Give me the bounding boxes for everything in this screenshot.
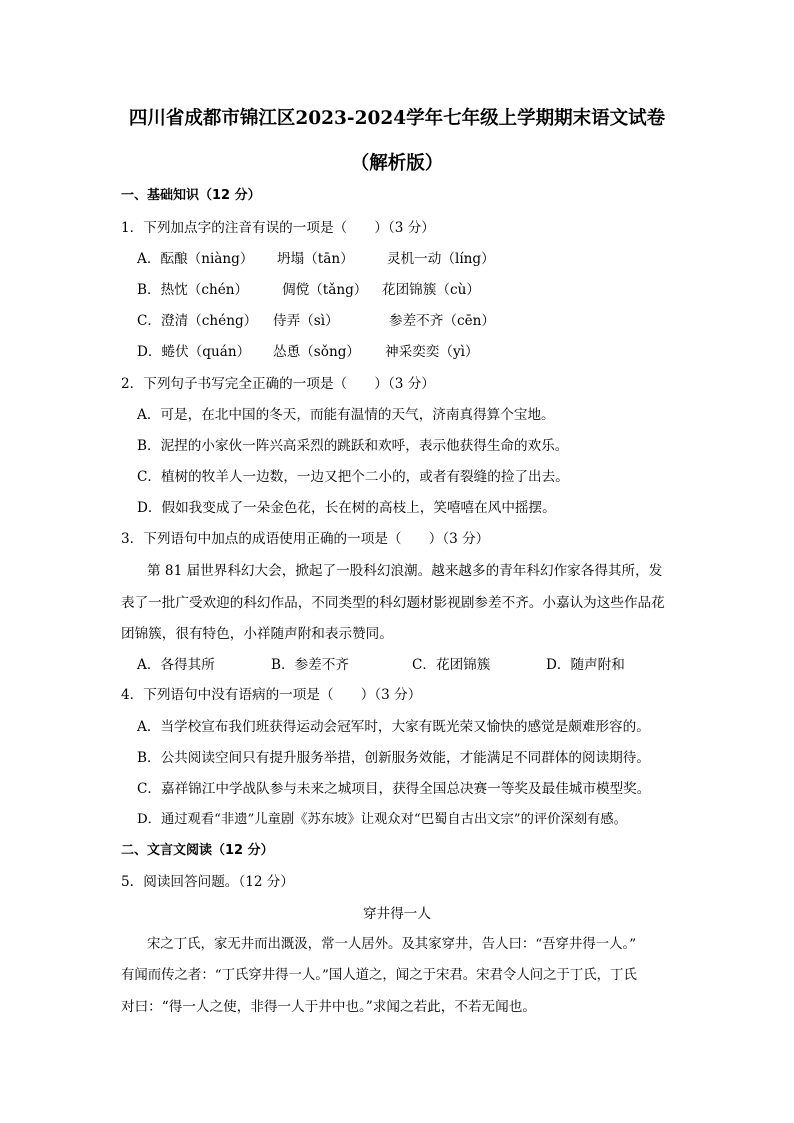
question-4-stem: 4．下列语句中没有语病的一项是（ ）（3 分）: [121, 687, 422, 703]
option-b-item-2: 倜傥（tǎng）: [282, 282, 368, 298]
question-2-option-d: D．假如我变成了一朵金色花，长在树的高枝上，笑嘻嘻在风中摇摆。: [137, 500, 556, 516]
question-4-option-c: C．嘉祥锦江中学战队参与未来之城项目，获得全国总决赛一等奖及最佳城市模型奖。: [137, 781, 651, 797]
question-3-option-c: C．花团锦簇: [412, 657, 491, 673]
question-4-option-b: B．公共阅读空间只有提升服务举措，创新服务效能，才能满足不同群体的阅读期待。: [137, 750, 650, 766]
question-3-option-a: A．各得其所: [137, 657, 215, 673]
question-3-option-b: B．参差不齐: [271, 657, 349, 673]
question-5-stem: 5．阅读回答问题。（12 分）: [121, 874, 294, 890]
document-title: 四川省成都市锦江区2023-2024学年七年级上学期期末语文试卷: [128, 108, 666, 129]
section-heading-classical-reading: 二、文言文阅读（12 分）: [121, 843, 274, 858]
question-3-passage-line-2: 表了一批广受欢迎的科幻作品，不同类型的科幻题材影视剧参差不齐。小嘉认为这些作品花: [121, 595, 665, 611]
question-3-passage-line-1: 第 81 届世界科幻大会，掀起了一股科幻浪潮。越来越多的青年科幻作家各得其所，发: [147, 563, 663, 579]
passage-line-3: 对曰：“得一人之使，非得一人于井中也。”求闻之若此，不若无闻也。: [121, 999, 536, 1015]
option-c-item-2: 侍弄（sì）: [273, 313, 339, 329]
question-4-option-d: D．通过观看“非遗”儿童剧《苏东坡》让观众对“巴蜀自古出文宗”的评价深刻有感。: [137, 812, 627, 827]
option-a-item-2: 坍塌（tān）: [277, 251, 354, 267]
option-c-item-1: C．澄清（chéng）: [137, 313, 258, 329]
option-c-item-3: 参差不齐（cēn）: [389, 313, 495, 329]
question-2-option-c: C．植树的牧羊人一边数，一边又把个二小的，或者有裂缝的捡了出去。: [137, 469, 569, 485]
option-a-item-1: A．酝酿（niàng）: [137, 251, 254, 267]
passage-line-1: 宋之丁氏，家无井而出溉汲，常一人居外。及其家穿井，告人曰：“吾穿井得一人。”: [147, 937, 637, 952]
question-2-option-a: A．可是，在北中国的冬天，而能有温情的天气，济南真得算个宝地。: [137, 407, 555, 423]
question-2-stem: 2．下列句子书写完全正确的一项是（ ）（3 分）: [121, 376, 435, 392]
question-1-option-a: [137, 250, 495, 268]
question-3-options: [137, 656, 625, 674]
passage-line-2: 有闻而传之者：“丁氏穿井得一人。”国人道之，闻之于宋君。宋君令人问之于丁氏，丁氏: [121, 968, 637, 983]
question-1-stem: 1．下列加点字的注音有误的一项是（ ）（3 分）: [121, 220, 435, 236]
question-1-option-d: [137, 343, 479, 361]
option-b-item-1: B．热忱（chén）: [137, 282, 249, 298]
section-heading-basic-knowledge: 一、基础知识（12 分）: [121, 188, 261, 203]
question-3-passage-line-3: 团锦簇，很有特色，小祥随声附和表示赞同。: [121, 626, 393, 642]
question-1-option-b: [137, 281, 480, 299]
question-4-option-a: A．当学校宣布我们班获得运动会冠军时，大家有既光荣又愉快的感觉是颇难形容的。: [137, 719, 650, 735]
question-2-option-b: B．泥捏的小家伙一阵兴高采烈的跳跃和欢呼，表示他获得生命的欢乐。: [137, 438, 569, 454]
question-1-option-c: [137, 312, 495, 330]
option-d-item-2: 怂恿（sǒng）: [273, 344, 360, 360]
option-b-item-3: 花团锦簇（cù）: [382, 282, 480, 298]
passage-heading: 穿井得一人: [363, 906, 431, 922]
document-subtitle: （解析版）: [350, 153, 444, 174]
option-d-item-3: 神采奕奕（yì）: [385, 344, 479, 360]
option-d-item-1: D．蜷伏（quán）: [137, 344, 251, 360]
question-3-stem: 3．下列语句中加点的成语使用正确的一项是（ ）（3 分）: [121, 531, 490, 547]
question-3-option-d: D．随声附和: [546, 657, 625, 673]
option-a-item-3: 灵机一动（líng）: [387, 251, 495, 267]
